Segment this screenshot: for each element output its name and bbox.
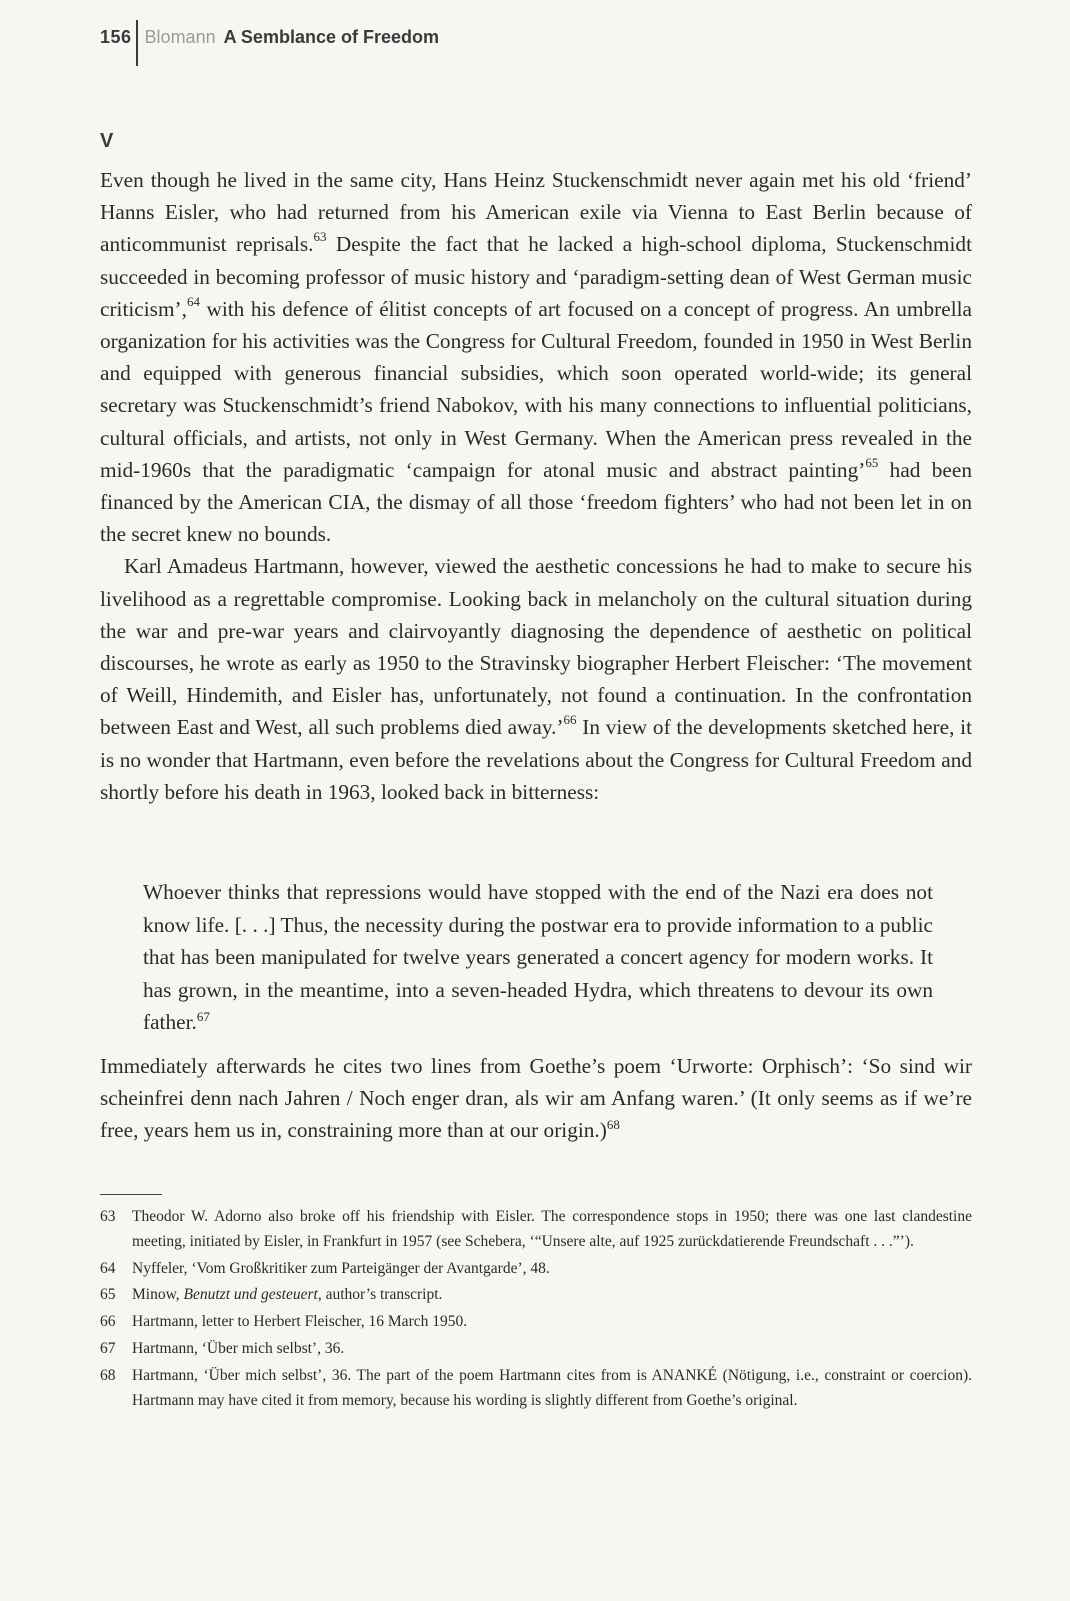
running-title: A Semblance of Freedom: [223, 26, 439, 47]
running-author: Blomann: [144, 26, 216, 47]
footnote-66: [100, 1310, 972, 1335]
footnote-separator: [100, 1194, 162, 1195]
header-divider: [136, 20, 138, 66]
footnote-ref-67: 67: [196, 1009, 210, 1025]
p1-text-4: had been financed by the American CIA, the dismay of all those ‘freedom fighters’ who had not been let in on the secret knew no bounds.: [100, 457, 972, 547]
footnote-text-pre: Minow,: [132, 1286, 184, 1304]
footnote-65: [100, 1283, 972, 1308]
paragraph-1: [100, 164, 972, 550]
footnote-text: [132, 1283, 972, 1308]
p1-text-1: Even though he lived in the same city, Hans Heinz Stuckenschmidt never again met his old ‘friend’ Hanns Eisler, who had returned from his American exile via Vienna to East Berlin because of anticommunist reprisals.: [100, 168, 972, 257]
p2-text-2: In view of the developments sketched here, it is no wonder that Hartmann, even before the revelations about the Congress for Cultural Freedom and shortly before his death in 1963, looked back in bitterness:: [100, 715, 973, 804]
p1-text-3: with his defence of élitist concepts of art focused on a concept of progress. An umbrella organization for his activities was the Congress for Cultural Freedom, founded in 1950 in West Berlin and equipped with generous financial subsidies, which soon operated world-wide; its general secretary was Stuckenschmidt’s friend Nabokov, with his many connections to influential politicians, cultural officials, and artists, not only in West Germany. When the American press revealed in the mid-1960s that the paradigmatic ‘campaign for atonal music and abstract painting’: [100, 296, 972, 482]
footnote-text-italic: Benutzt und gesteuert: [183, 1286, 318, 1304]
page-number: 156: [100, 26, 132, 47]
block-quote: [143, 876, 933, 1039]
footnote-text-post: , author’s transcript.: [317, 1286, 443, 1304]
running-header: [100, 14, 439, 60]
footnote-64: [100, 1257, 972, 1282]
footnote-number: 65: [100, 1286, 116, 1304]
p1-text-2: Despite the fact that he lacked a high-school diploma, Stuckenschmidt succeeded in becoming professor of music history and ‘paradigm-setting dean of West German music criticism’,: [100, 232, 972, 321]
block-quote-text: Whoever thinks that repressions would have stopped with the end of the Nazi era does not know life. [. . .] Thus, the necessity during the postwar era to provide information to a public that has been manipulated for twelve years generated a concert agency for modern works. It has grown, in the meantime, into a seven-headed Hydra, which threatens to devour its own father.: [143, 880, 933, 1035]
footnotes: [100, 1205, 972, 1415]
footnote-67: [100, 1337, 972, 1362]
main-text: [100, 164, 972, 808]
paragraph-3: [100, 1050, 972, 1147]
footnote-ref-66: 66: [563, 712, 577, 728]
footnote-number: 67: [100, 1339, 116, 1357]
paragraph-2: [100, 550, 972, 808]
footnote-number: 63: [100, 1208, 116, 1225]
section-number: V: [100, 130, 114, 152]
p2-text-1: Karl Amadeus Hartmann, however, viewed the aesthetic concessions he had to make to secure his livelihood as a regrettable compromise. Looking back in melancholy on the cultural situation during the war and pre-war years and clairvoyantly diagnosing the dependence of aesthetic on political discourses, he wrote as early as 1950 to the Stravinsky biographer Herbert Fleischer: ‘The movement of Weill, Hindemith, and Eisler has, unfortunately, not found a continuation. In the confrontation between East and West, all such problems died away.’: [100, 554, 972, 740]
footnote-number: 64: [100, 1259, 116, 1277]
footnote-ref-65: 65: [865, 454, 879, 470]
footnote-68: [100, 1364, 972, 1414]
footnote-text: Theodor W. Adorno also broke off his friendship with Eisler. The correspondence stops in 1950; there was one last clandestine meeting, initiated by Eisler, in Frankfurt in 1957 (see Schebera, ‘“Unsere alte, auf 1925 zurückdatierende Freundschaft . . .”’).: [132, 1208, 972, 1250]
footnote-number: 68: [100, 1366, 116, 1384]
footnote-text: Hartmann, letter to Herbert Fleischer, 16 March 1950.: [132, 1313, 468, 1331]
footnote-ref-63: 63: [313, 229, 327, 245]
footnote-63: [100, 1205, 972, 1255]
footnote-text: Hartmann, ‘Über mich selbst’, 36. The part of the poem Hartmann cites from is ANANKÉ (Nötigung, i.e., constraint or coercion). Hartmann may have cited it from memory, because his wording is slightly different from Goethe’s original.: [132, 1366, 972, 1409]
footnote-ref-64: 64: [186, 293, 200, 309]
footnote-ref-68: 68: [606, 1117, 620, 1133]
p3-text: Immediately afterwards he cites two lines from Goethe’s poem ‘Urworte: Orphisch’: ‘So sind wir scheinfrei denn nach Jahren / Noch enger dran, als wir am Anfang waren.’ (It only seems as if we’re free, years hem us in, constraining more than at our origin.): [100, 1054, 972, 1143]
footnote-text: Nyffeler, ‘Vom Großkritiker zum Parteigänger der Avantgarde’, 48.: [132, 1259, 550, 1277]
footnote-number: 66: [100, 1313, 116, 1331]
footnote-text: Hartmann, ‘Über mich selbst’, 36.: [132, 1339, 345, 1357]
